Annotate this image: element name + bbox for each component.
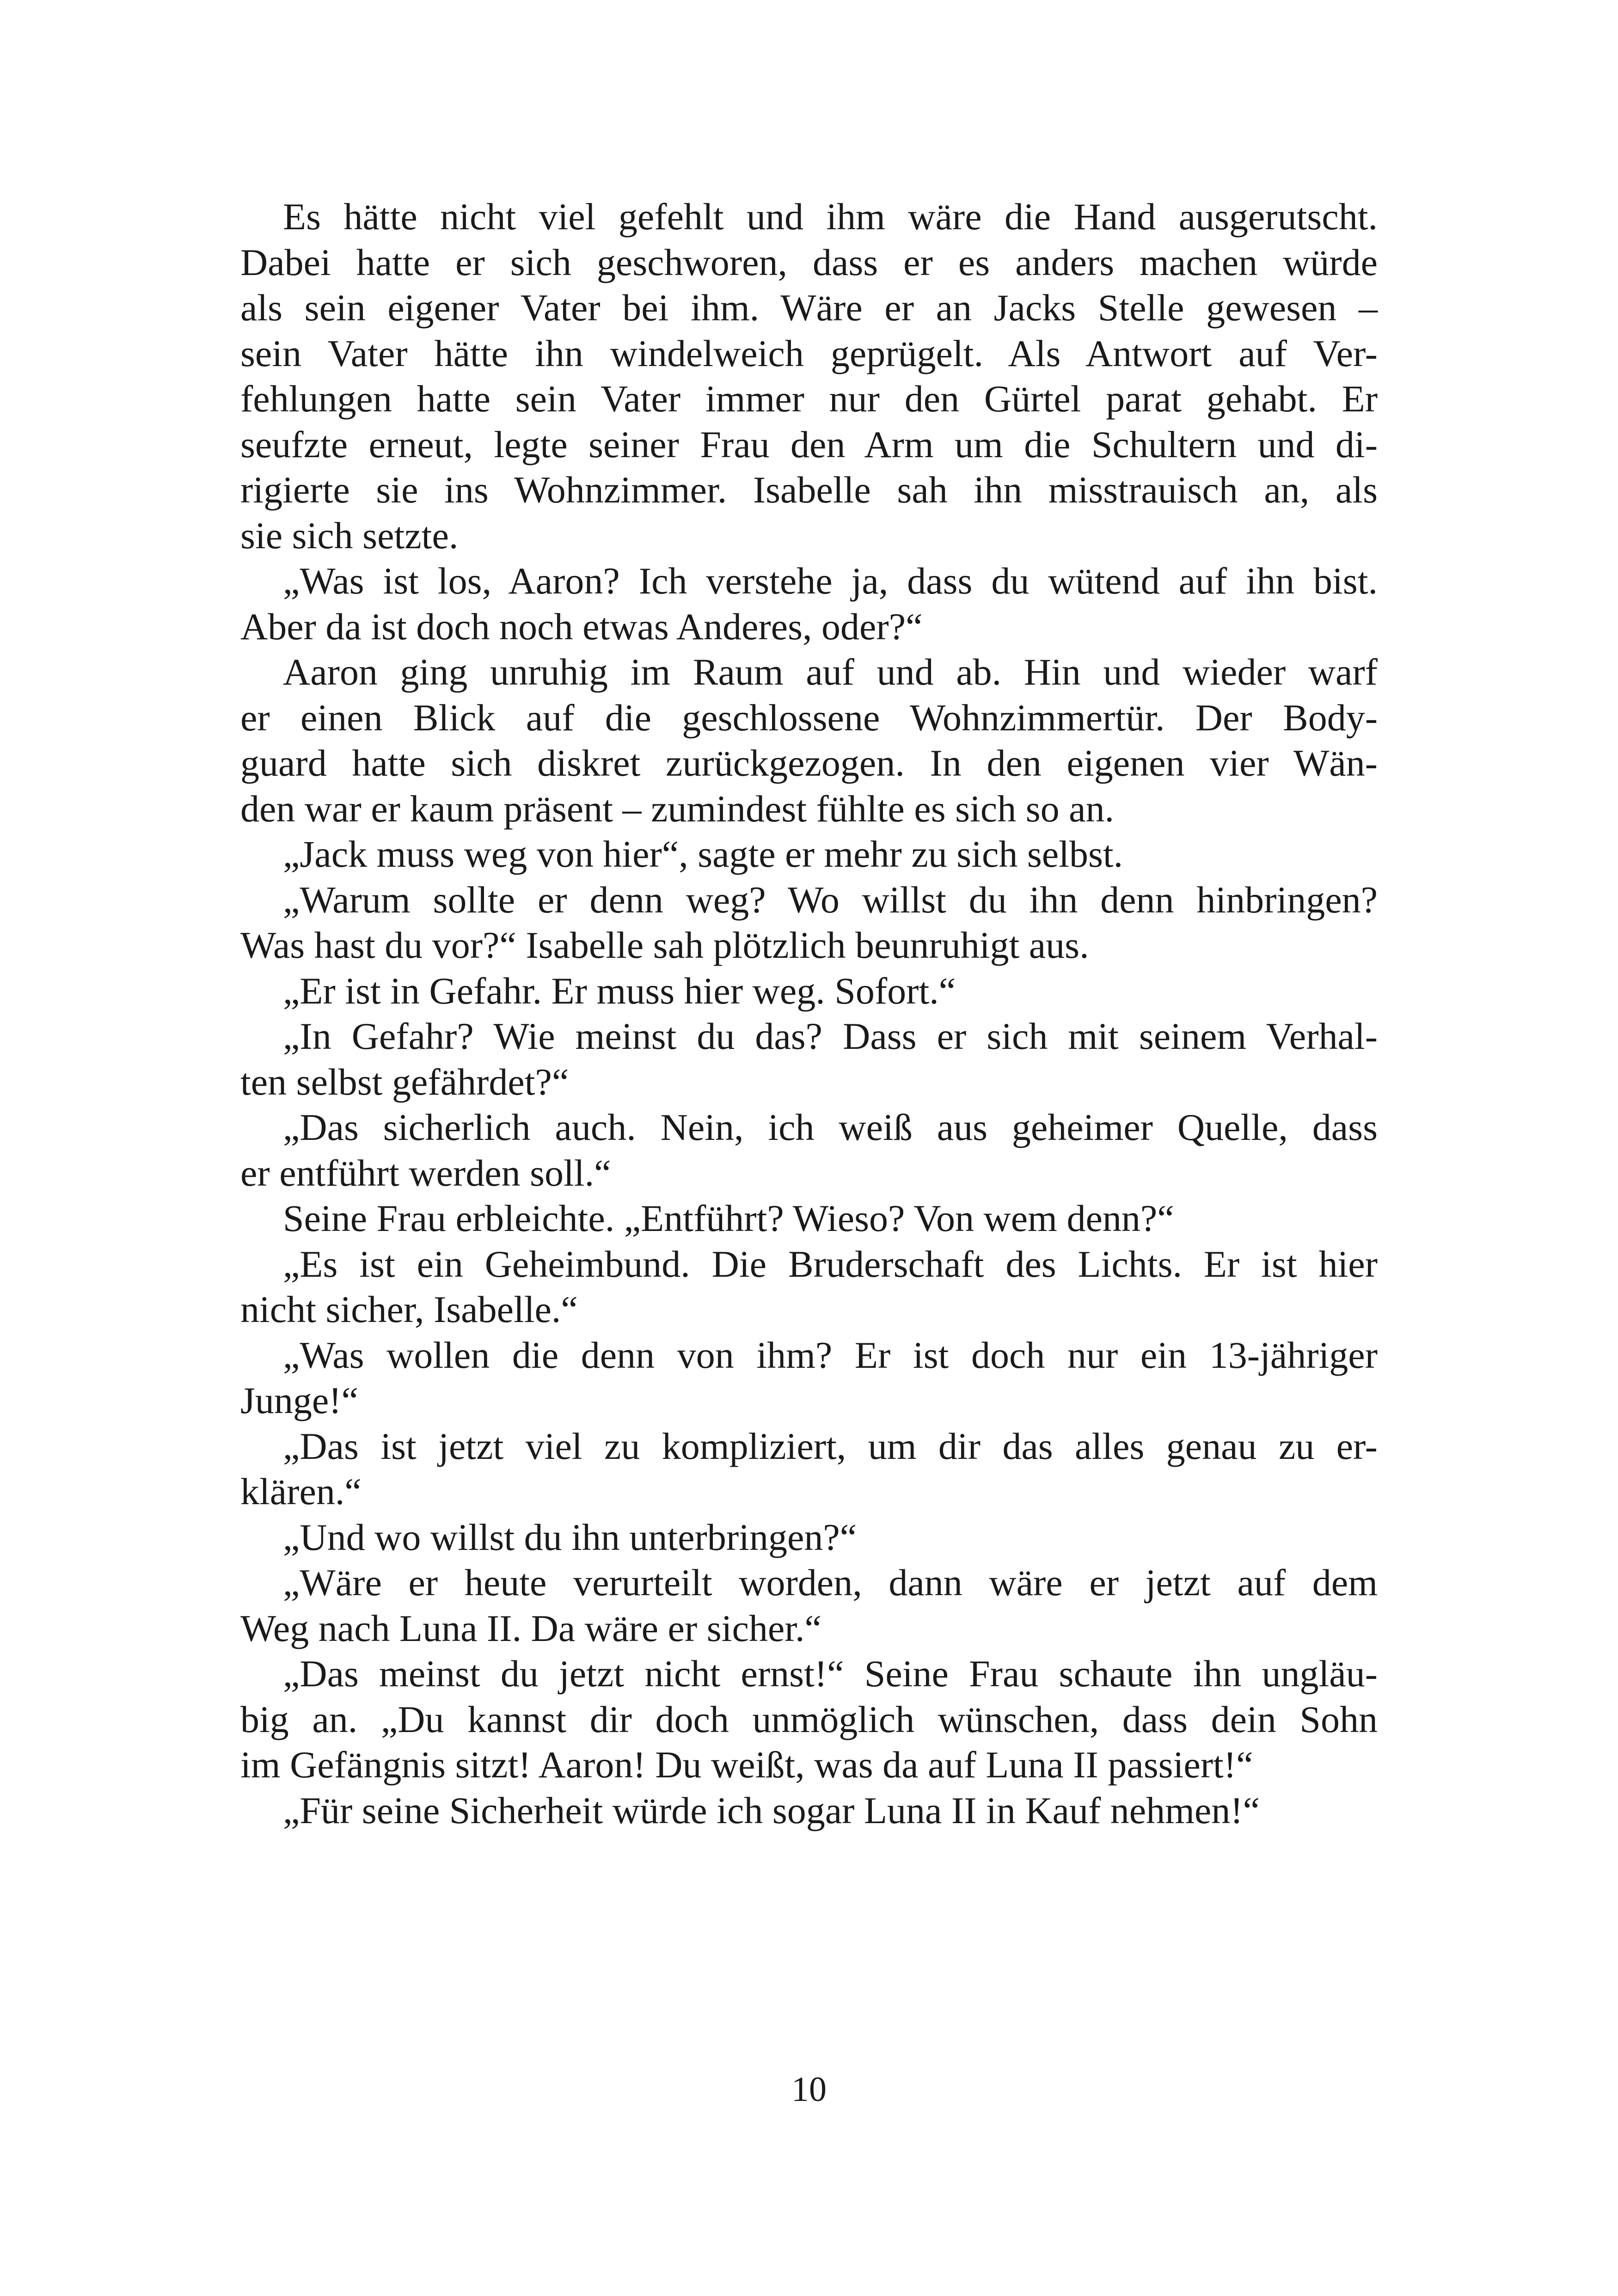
paragraph bbox=[240, 1560, 1378, 1651]
text-line: Was hast du vor?“ Isabelle sah plötzlich beunruhigt aus. bbox=[240, 924, 1089, 966]
paragraph bbox=[240, 1196, 1378, 1242]
text-line: „Es ist ein Geheimbund. Die Bruderschaft des Lichts. Er ist hier bbox=[283, 1243, 1378, 1285]
paragraph bbox=[240, 194, 1378, 558]
paragraph bbox=[240, 1651, 1378, 1788]
text-line: „Wäre er heute verurteilt worden, dann wäre er jetzt auf dem bbox=[283, 1561, 1378, 1604]
paragraph bbox=[240, 1242, 1378, 1333]
paragraph bbox=[240, 968, 1378, 1014]
text-line: „Das meinst du jetzt nicht ernst!“ Seine Frau schaute ihn ungläu- bbox=[283, 1653, 1378, 1695]
paragraph bbox=[240, 1333, 1378, 1424]
paragraph bbox=[240, 1788, 1378, 1834]
text-line: seufzte erneut, legte seiner Frau den Arm um die Schultern und di- bbox=[240, 423, 1378, 465]
text-line: sein Vater hätte ihn windelweich geprügelt. Als Antwort auf Ver- bbox=[240, 332, 1378, 374]
text-line: Dabei hatte er sich geschworen, dass er es anders machen würde bbox=[240, 241, 1378, 283]
text-line: nicht sicher, Isabelle.“ bbox=[240, 1288, 578, 1330]
text-line: als sein eigener Vater bei ihm. Wäre er an Jacks Stelle gewesen – bbox=[240, 287, 1378, 329]
paragraph bbox=[240, 1105, 1378, 1196]
paragraph bbox=[240, 1424, 1378, 1515]
text-line: im Gefängnis sitzt! Aaron! Du weißt, was da auf Luna II passiert!“ bbox=[240, 1744, 1253, 1786]
text-line: „In Gefahr? Wie meinst du das? Dass er sich mit seinem Verhal- bbox=[283, 1015, 1378, 1057]
text-line: „Was ist los, Aaron? Ich verstehe ja, dass du wütend auf ihn bist. bbox=[283, 560, 1378, 602]
text-line: „Und wo willst du ihn unterbringen?“ bbox=[283, 1516, 857, 1558]
text-line: rigierte sie ins Wohnzimmer. Isabelle sah ihn misstrauisch an, als bbox=[240, 469, 1378, 511]
page-number: 10 bbox=[791, 2070, 827, 2109]
paragraph bbox=[240, 1515, 1378, 1561]
paragraph bbox=[240, 558, 1378, 649]
text-line: big an. „Du kannst dir doch unmöglich wünschen, dass dein Sohn bbox=[240, 1698, 1378, 1740]
text-line: sie sich setzte. bbox=[240, 514, 459, 557]
text-line: „Er ist in Gefahr. Er muss hier weg. Sofort.“ bbox=[283, 969, 956, 1012]
paragraph bbox=[240, 649, 1378, 832]
text-line: ten selbst gefährdet?“ bbox=[240, 1060, 569, 1103]
text-line: „Das sicherlich auch. Nein, ich weiß aus geheimer Quelle, dass bbox=[283, 1106, 1378, 1148]
text-line: Aber da ist doch noch etwas Anderes, oder?“ bbox=[240, 605, 923, 648]
text-line: den war er kaum präsent – zumindest fühlte es sich so an. bbox=[240, 787, 1115, 830]
text-line: guard hatte sich diskret zurückgezogen. In den eigenen vier Wän- bbox=[240, 742, 1378, 784]
text-line: „Was wollen die denn von ihm? Er ist doch nur ein 13-jähriger bbox=[283, 1334, 1378, 1376]
text-line: Seine Frau erbleichte. „Entführt? Wieso? Von wem denn?“ bbox=[283, 1197, 1174, 1239]
text-line: „Für seine Sicherheit würde ich sogar Luna II in Kauf nehmen!“ bbox=[283, 1789, 1260, 1831]
text-line: er entführt werden soll.“ bbox=[240, 1151, 611, 1194]
text-line: Es hätte nicht viel gefehlt und ihm wäre die Hand ausgerutscht. bbox=[283, 196, 1378, 238]
text-line: „Jack muss weg von hier“, sagte er mehr zu sich selbst. bbox=[283, 833, 1123, 875]
text-line: er einen Blick auf die geschlossene Wohnzimmertür. Der Body- bbox=[240, 696, 1378, 739]
paragraph bbox=[240, 832, 1378, 877]
text-line: Junge!“ bbox=[240, 1379, 359, 1421]
text-line: „Warum sollte er denn weg? Wo willst du ihn denn hinbringen? bbox=[283, 878, 1378, 921]
paragraph bbox=[240, 1014, 1378, 1105]
text-line: „Das ist jetzt viel zu kompliziert, um dir das alles genau zu er- bbox=[283, 1425, 1378, 1467]
text-line: klären.“ bbox=[240, 1470, 362, 1512]
text-line: fehlungen hatte sein Vater immer nur den Gürtel parat gehabt. Er bbox=[240, 378, 1378, 420]
text-line: Weg nach Luna II. Da wäre er sicher.“ bbox=[240, 1607, 821, 1649]
text-line: Aaron ging unruhig im Raum auf und ab. Hin und wieder warf bbox=[283, 651, 1378, 693]
body-text bbox=[240, 194, 1378, 1833]
paragraph bbox=[240, 877, 1378, 968]
